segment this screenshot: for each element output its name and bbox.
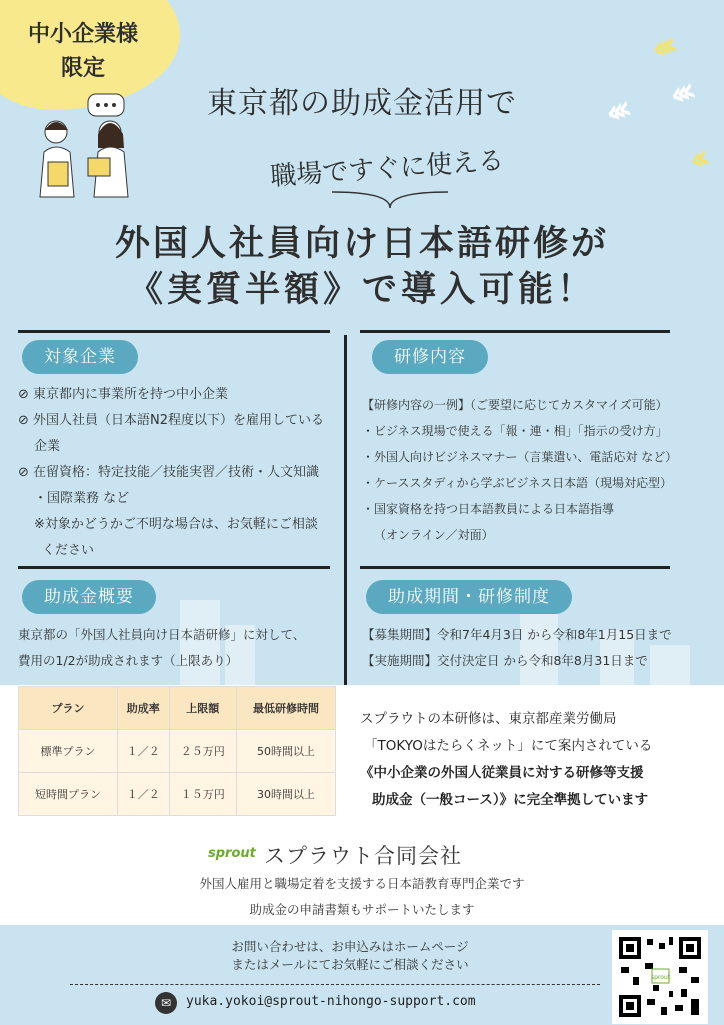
- sprout-logo: sprout: [208, 846, 256, 861]
- target-title: 対象企業: [22, 340, 138, 374]
- qr-label: sprout: [650, 974, 671, 981]
- table-row: [19, 730, 336, 773]
- chevron-decor: ‹‹‹: [645, 26, 677, 70]
- period-desc: 【募集期間】令和7年4月3日 から令和8年1月15日まで 【実施期間】交付決定日 から令和8年8月31日まで: [362, 627, 672, 668]
- table-header: 助成率: [117, 687, 169, 730]
- content-title: 研修内容: [372, 340, 488, 374]
- brace-decor: [330, 188, 450, 212]
- list-item: ・ケーススタディから学ぶビジネス日本語（現場対応型）: [362, 476, 673, 490]
- compliance-statement: スプラウトの本研修は、東京都産業労働局 「TOKYOはたらくネット」にて案内されている 《中小企業の外国人従業員に対する研修等支援 助成金（一般コース）》に完全準拠しています: [360, 711, 653, 808]
- period-title: 助成期間・研修制度: [366, 580, 572, 614]
- divider: [18, 330, 330, 333]
- list-item: ⊘ 外国人社員（日本語N2程度以下）を雇用している: [18, 413, 325, 428]
- list-item: 【研修内容の一例】（ご要望に応じてカスタマイズ可能）: [362, 398, 668, 412]
- mail-icon: ✉: [155, 992, 177, 1014]
- grant-title: 助成金概要: [22, 580, 156, 614]
- list-item: ⊘ 東京都内に事業所を持つ中小企業: [18, 387, 229, 402]
- table-cell: 50時間以上: [237, 730, 336, 773]
- list-item: ください: [42, 543, 95, 558]
- qr-code-graphic: [615, 933, 705, 1021]
- table-cell: 標準プラン: [19, 730, 118, 773]
- company-desc1: 外国人雇用と職場定着を支援する日本語教育専門企業です: [199, 876, 525, 891]
- table-cell: 短時間プラン: [19, 773, 118, 816]
- plan-table: [18, 686, 336, 816]
- divider: [360, 330, 670, 333]
- table-cell: １／２: [117, 730, 169, 773]
- company-desc2: 助成金の申請書類もサポートいたします: [249, 902, 475, 917]
- grant-desc: 東京都の「外国人社員向け日本語研修」に対して、 費用の1/2が助成されます（上限あり）: [18, 627, 306, 668]
- headline-line1: 東京都の助成金活用で: [207, 86, 517, 121]
- list-item: ・国家資格を持つ日本語教員による日本語指導: [362, 502, 615, 516]
- table-header: プラン: [19, 687, 118, 730]
- contact-text: お問い合わせは、お申込みはホームページ またはメールにてお気軽にご相談ください: [231, 939, 469, 972]
- list-item: ・外国人向けビジネスマナー（言葉遣い、電話応対 など）: [362, 450, 678, 464]
- check-circle-icon: ⊘: [18, 465, 29, 480]
- chevron-decor: ‹‹‹: [663, 72, 695, 116]
- qr-code-icon[interactable]: [612, 930, 708, 1024]
- chevron-decor: ‹‹‹: [599, 90, 631, 134]
- list-item: ⊘ 在留資格：特定技能／技能実習／技術・人文知識: [18, 465, 320, 480]
- list-item: （オンライン／対面）: [374, 528, 494, 542]
- dashed-divider: [70, 984, 600, 985]
- list-item: 企業: [34, 439, 61, 454]
- table-header: 上限額: [169, 687, 236, 730]
- target-list: [18, 382, 338, 564]
- check-circle-icon: ⊘: [18, 387, 29, 402]
- headline-line3: 外国人社員向け日本語研修が: [114, 224, 609, 264]
- badge-line1: 中小企業様: [27, 22, 138, 47]
- company-name: スプラウト合同会社: [264, 844, 462, 868]
- divider: [18, 566, 330, 569]
- table-cell: 30時間以上: [237, 773, 336, 816]
- headline-line2: 職場ですぐに使える: [269, 145, 505, 193]
- table-cell: １５万円: [169, 773, 236, 816]
- table-row: [19, 773, 336, 816]
- list-item: ・ビジネス現場で使える「報・連・相」「指示の受け方」: [362, 424, 668, 438]
- badge-line2: 限定: [60, 56, 105, 81]
- divider: [360, 566, 670, 569]
- headline-line4: 《実質半額》で導入可能！: [127, 270, 596, 310]
- table-cell: ２５万円: [169, 730, 236, 773]
- content-list: [362, 392, 717, 548]
- contact-email[interactable]: yuka.yokoi@sprout-nihongo-support.com: [186, 994, 476, 1009]
- chevron-decor: ‹‹: [683, 139, 709, 181]
- table-header: 最低研修時間: [237, 687, 336, 730]
- limited-badge: [18, 18, 148, 86]
- list-item: ・国際業務 など: [34, 491, 130, 506]
- table-cell: １／２: [117, 773, 169, 816]
- list-item: ※対象かどうかご不明な場合は、お気軽にご相談: [34, 517, 318, 532]
- check-circle-icon: ⊘: [18, 413, 29, 428]
- table-header-row: [19, 687, 336, 730]
